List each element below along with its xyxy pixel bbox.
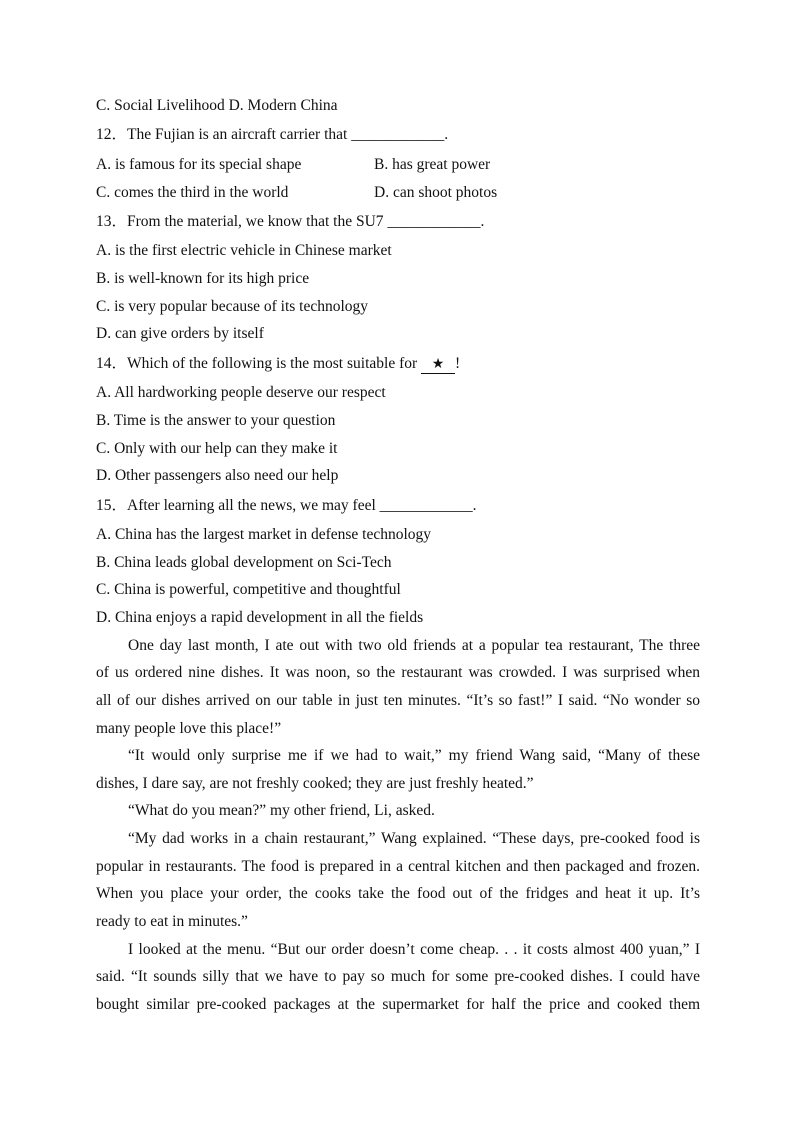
paragraph-line: bought similar pre-cooked packages at the supermarket for half the price and cooked them	[96, 996, 700, 1013]
paragraph-line: “What do you mean?” my other friend, Li, asked.	[128, 802, 435, 819]
q15-stem-end: .	[472, 497, 477, 514]
q12-option-d: D. can shoot photos	[374, 184, 498, 201]
paragraph-line: said. “It sounds silly that we have to pay so much for some pre-cooked dishes. I could have	[96, 968, 700, 985]
q15-stem	[96, 496, 477, 516]
q11-options-tail: C. Social Livelihood D. Modern China	[96, 97, 338, 114]
q14-option-c: C. Only with our help can they make it	[96, 440, 338, 457]
q14-option-b: B. Time is the answer to your question	[96, 412, 336, 429]
q14-stem-end: !	[455, 355, 461, 372]
q13-stem-text: 13．From the material, we know that the SU7	[96, 213, 388, 230]
q13-stem	[96, 212, 484, 232]
q14-option-d: D. Other passengers also need our help	[96, 467, 339, 484]
paragraph-line: “My dad works in a chain restaurant,” Wang explained. “These days, pre-cooked food is	[128, 830, 700, 847]
paragraph-line: dishes, I dare say, are not freshly cooked; they are just freshly heated.”	[96, 775, 534, 792]
q12-stem	[96, 125, 448, 145]
q15-option-c: C. China is powerful, competitive and thoughtful	[96, 581, 401, 598]
q15-stem-text: 15．After learning all the news, we may feel	[96, 497, 380, 514]
q12-option-b: B. has great power	[374, 156, 491, 173]
q12-stem-end: .	[444, 126, 449, 143]
q12-option-c: C. comes the third in the world	[96, 184, 289, 201]
q15-option-a: A. China has the largest market in defense technology	[96, 526, 432, 543]
paragraph-line: of us ordered nine dishes. It was noon, so the restaurant was crowded. I was surprised when	[96, 664, 700, 681]
q12-stem-text: 12．The Fujian is an aircraft carrier that	[96, 126, 352, 143]
q14-option-a: A. All hardworking people deserve our respect	[96, 384, 386, 401]
q13-option-b: B. is well-known for its high price	[96, 270, 310, 287]
q13-option-d: D. can give orders by itself	[96, 325, 264, 342]
q15-option-d: D. China enjoys a rapid development in all the fields	[96, 609, 424, 626]
paragraph-line: One day last month, I ate out with two old friends at a popular tea restaurant, The three	[128, 637, 700, 654]
paragraph-line: I looked at the menu. “But our order doesn’t come cheap. . . it costs almost 400 yuan,” I	[128, 941, 700, 958]
q12-option-a: A. is famous for its special shape	[96, 156, 302, 173]
q15-answer-blank: ____________	[379, 497, 473, 514]
paragraph-line: popular in restaurants. The food is prepared in a central kitchen and then packaged and frozen.	[96, 858, 700, 875]
paragraph-line: ready to eat in minutes.”	[96, 913, 248, 930]
q14-stem-text: 14．Which of the following is the most suitable for	[96, 355, 422, 372]
q15-option-b: B. China leads global development on Sci-Tech	[96, 554, 392, 571]
q13-option-a: A. is the first electric vehicle in Chinese market	[96, 242, 392, 259]
q14-star-blank: ★	[421, 357, 455, 374]
q13-answer-blank: ____________	[387, 213, 481, 230]
q14-stem	[96, 354, 460, 374]
q13-option-c: C. is very popular because of its technology	[96, 298, 369, 315]
q13-stem-end: .	[480, 213, 485, 230]
paragraph-line: “It would only surprise me if we had to wait,” my friend Wang said, “Many of these	[128, 747, 700, 764]
paragraph-line: all of our dishes arrived on our table in just ten minutes. “It’s so fast!” I said. “No wonder so	[96, 692, 700, 709]
q12-answer-blank: ____________	[351, 126, 445, 143]
paragraph-line: When you place your order, the cooks take the food out of the fridges and heat it up. It’s	[96, 885, 700, 902]
paragraph-line: many people love this place!”	[96, 720, 282, 737]
